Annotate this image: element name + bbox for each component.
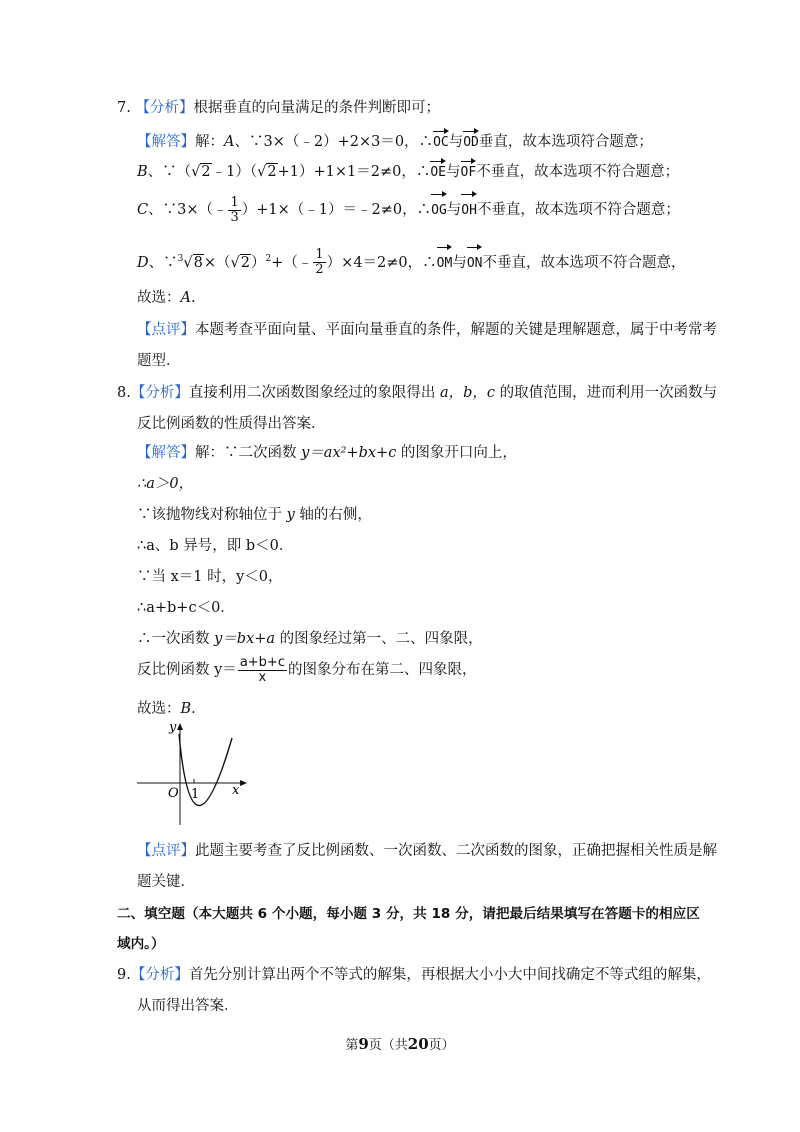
choice-prefix: 故选： <box>137 290 181 306</box>
sqrt-2-third: √2 <box>230 254 250 271</box>
fraction-one-half <box>313 248 325 277</box>
q8-analysis-line1 <box>117 383 717 403</box>
y-axis-arrow <box>177 723 183 730</box>
fraction-denominator: 3 <box>230 209 239 225</box>
choice-prefix: 故选： <box>137 701 181 717</box>
q8-choice <box>137 699 196 719</box>
q7-answer-d <box>137 244 685 279</box>
q9-analysis-text: 首先分别计算出两个不等式的解集，再根据大小小大中间找确定不等式组的解集， <box>188 967 711 983</box>
cube-root-index: 3 <box>177 254 184 264</box>
q7-option-c: C <box>137 202 149 218</box>
cube-root-8: √8 <box>183 254 203 271</box>
cube-root-radicand: 8 <box>193 254 203 271</box>
q8-step8-b: 的图象分布在第二、四象限， <box>287 662 477 678</box>
q7-number: 7. <box>117 100 131 116</box>
q7-d-text1: 、∵ <box>148 254 178 271</box>
x-axis-arrow <box>240 780 247 786</box>
q7-a-text2: 垂直，故本选项符合题意； <box>478 134 653 150</box>
vector-of: OF <box>461 160 477 183</box>
q7-b-text3: +1）+1×1＝2≠0，∴ <box>277 164 431 180</box>
q7-answer-c <box>137 193 680 226</box>
q7-answer-a <box>137 130 653 153</box>
exponent: 2 <box>265 254 272 264</box>
q7-d-text2: ×（ <box>203 254 231 271</box>
q8-number: 8. <box>117 385 131 401</box>
vector-og: OG <box>431 193 447 226</box>
q7-comment-tag: 【点评】 <box>137 322 195 338</box>
vector-oe: OE <box>430 160 446 183</box>
q7-option-a: A <box>224 134 235 150</box>
q8-step3 <box>137 505 372 525</box>
choice-suffix: . <box>190 290 196 306</box>
q7-comment-text2: 题型． <box>137 353 181 369</box>
q7-option-b: B <box>137 164 148 180</box>
q8-step6: ∴a+b+c＜0． <box>137 600 235 616</box>
q7-answer-prefix: 解： <box>195 134 224 150</box>
q7-d-text5: ）×4＝2≠0，∴ <box>326 254 437 271</box>
q8-analysis-text1: 直接利用二次函数图象经过的象限得出 <box>188 385 440 401</box>
q7-d-text6: 不垂直，故本选项不符合题意， <box>482 254 686 271</box>
q8-step7 <box>137 629 483 649</box>
q7-c-text1: 、∵3×（﹣ <box>148 202 228 218</box>
q9-analysis-line1 <box>117 965 711 985</box>
footer-post: 页） <box>428 1038 455 1053</box>
vector-oh: OH <box>461 193 477 226</box>
footer-mid: 页（共 <box>368 1038 408 1053</box>
q7-answer-tag: 【解答】 <box>137 134 195 150</box>
vector-oc: OC <box>433 130 449 153</box>
sqrt-2-second: √2 <box>257 164 277 180</box>
q7-d-text4: +（﹣ <box>271 254 313 271</box>
fraction-one-third <box>228 196 240 225</box>
sqrt-radicand: 2 <box>201 164 211 180</box>
page-footer <box>0 1034 800 1053</box>
x-axis-label: x <box>232 783 240 798</box>
q9-analysis-line2: 从而得出答案． <box>137 998 239 1014</box>
choice-letter: A <box>180 290 191 306</box>
section-header-line2: 域内。） <box>117 936 165 952</box>
section-header-line1: 二、填空题（本大题共 6 个小题，每小题 3 分，共 18 分，请把最后结果填写在答题卡的相应区 <box>117 906 700 922</box>
q8-comment-line2: 题关键． <box>137 874 195 890</box>
q8-analysis-text2: 的取值范围，进而利用一次函数与 <box>495 385 718 401</box>
q7-a-text1: 、∵3×（﹣2）+2×3＝0，∴ <box>234 134 434 150</box>
q7-c-text2: ）+1×（﹣1）＝﹣2≠0，∴ <box>241 202 432 218</box>
q7-comment-line2 <box>137 351 181 371</box>
parabola-graph <box>135 720 255 830</box>
q7-d-mid: 与 <box>452 254 467 271</box>
footer-total-pages: 20 <box>407 1035 429 1053</box>
q9-analysis-tag: 【分析】 <box>130 967 189 983</box>
q8-step4: ∴a、b 异号，即 b＜0． <box>137 538 294 554</box>
q7-choice <box>137 288 196 308</box>
fraction-numerator: 1 <box>230 194 239 210</box>
q7-comment-text: 本题考查平面向量、平面向量垂直的条件，解题的关键是理解题意，属于中考常考 <box>195 322 717 338</box>
q7-analysis-line <box>117 98 440 118</box>
q8-analysis-line2 <box>137 414 326 434</box>
q7-b-mid: 与 <box>446 164 461 180</box>
sqrt-radicand: 2 <box>240 254 250 271</box>
q8-quadratic: y＝ax²+bx+c <box>301 445 397 461</box>
q8-step3-a: ∵该抛物线对称轴位于 <box>137 507 287 523</box>
q8-comment-text: 此题主要考查了反比例函数、一次函数、二次函数的图象，正确把握相关性质是解 <box>195 843 717 859</box>
fraction-denominator: 2 <box>315 262 324 278</box>
choice-letter: B <box>180 701 192 717</box>
q8-step1 <box>137 443 517 463</box>
q7-analysis-text: 根据垂直的向量满足的条件判断即可； <box>193 100 440 116</box>
q8-step3-var: y <box>286 507 295 523</box>
sqrt-2-first: √2 <box>191 164 211 180</box>
origin-label: O <box>168 786 179 801</box>
q7-a-mid: 与 <box>448 134 464 150</box>
y-axis-label: y <box>169 720 177 735</box>
q8-comment-tag: 【点评】 <box>137 843 195 859</box>
q9-number: 9. <box>117 967 131 983</box>
q7-b-text1: 、∵（ <box>147 164 192 180</box>
q7-d-text3: ） <box>251 254 266 271</box>
q8-fraction <box>238 656 287 685</box>
choice-suffix: . <box>191 701 196 717</box>
q8-step8-a: 反比例函数 y＝ <box>137 662 237 678</box>
fraction-denominator: x <box>258 669 267 685</box>
q7-analysis-tag: 【分析】 <box>135 100 194 116</box>
fraction-numerator: a+b+c <box>239 654 285 670</box>
parabola-curve <box>179 734 232 806</box>
footer-page-number: 9 <box>358 1035 369 1053</box>
q7-b-text2: ﹣1）（ <box>211 164 258 180</box>
q8-comment-line1 <box>137 841 717 861</box>
q8-step2: ∴a＞0， <box>137 476 194 492</box>
q7-c-mid: 与 <box>446 202 462 218</box>
vector-od: OD <box>463 130 479 153</box>
sqrt-radicand: 2 <box>267 164 277 180</box>
q8-step7-a: ∴一次函数 <box>137 631 215 647</box>
q8-step7-b: 的图象经过第一、二、四象限， <box>275 631 483 647</box>
q7-option-d: D <box>137 254 149 271</box>
fraction-numerator: 1 <box>315 247 324 263</box>
vector-on: ON <box>467 246 483 279</box>
footer-pre: 第 <box>345 1038 359 1053</box>
q7-c-text3: 不垂直，故本选项不符合题意； <box>476 202 680 218</box>
q8-step5: ∵当 x＝1 时，y＜0， <box>137 569 283 585</box>
q8-analysis-tag: 【分析】 <box>130 385 189 401</box>
q8-step1-a: 解：∵二次函数 <box>195 445 302 461</box>
one-label: 1 <box>191 787 200 802</box>
q7-comment-line1 <box>137 320 717 340</box>
q7-b-text4: 不垂直，故本选项不符合题意； <box>476 164 680 180</box>
q8-step8 <box>137 654 476 686</box>
q7-answer-b <box>137 160 679 183</box>
q8-step1-b: 的图象开口向上， <box>396 445 517 461</box>
q8-analysis-text3: 反比例函数的性质得出答案． <box>137 416 326 432</box>
vector-om: OM <box>437 246 453 279</box>
q8-linear: y＝bx+a <box>214 631 276 647</box>
q8-answer-tag: 【解答】 <box>137 445 195 461</box>
q8-step3-b: 轴的右侧， <box>294 507 372 523</box>
q8-analysis-vars: a，b，c <box>439 385 496 401</box>
